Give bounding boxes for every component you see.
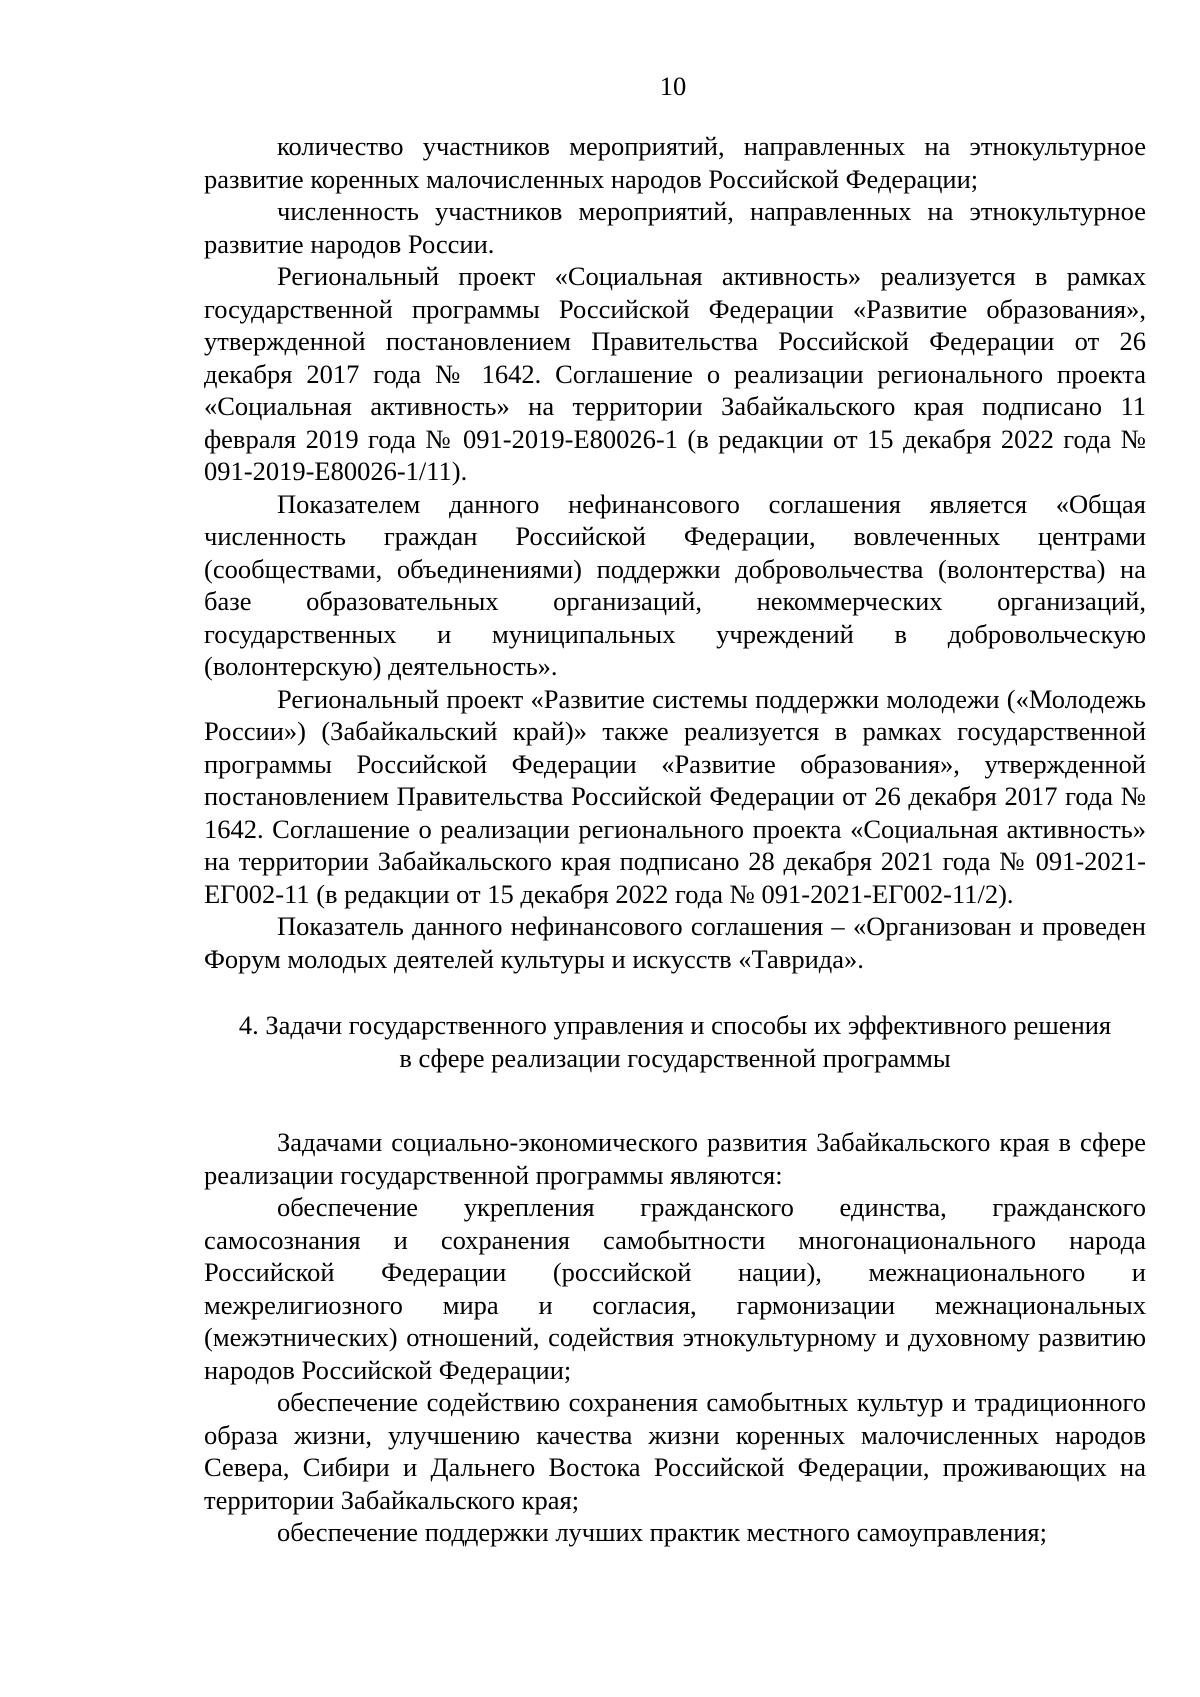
paragraph: Региональный проект «Развитие системы поддержки молодежи («Молодежь России») (Забайкальский край)» также реализуется в рамках государственной программы Российской Федерации «Развитие образования», утвержденной постановлением Правительства Российской Федерации от 26 декабря 2017 года № 1642. Соглашение о реализации регионального проекта «Социальная активность» на территории Забайкальского края подписано 28 декабря 2021 года № 091-2021-ЕГ002-11 (в редакции от 15 декабря 2022 года № 091-2021-ЕГ002-11/2). [204, 683, 1146, 909]
paragraph: обеспечение поддержки лучших практик местного самоуправления; [277, 1517, 1047, 1547]
paragraph: Задачами социально-экономического развития Забайкальского края в сфере реализации государственной программы являются: [204, 1127, 1146, 1190]
document-body [204, 130, 1146, 1549]
paragraph: Региональный проект «Социальная активность» реализуется в рамках государственной программы Российской Федерации «Развитие образования», утвержденной постановлением Правительства Российской Федерации от 26 декабря 2017 года № 1642. Соглашение о реализации регионального проекта «Социальная активность» на территории Забайкальского края подписано 11 февраля 2019 года № 091-2019-Е80026-1 (в редакции от 15 декабря 2022 года № 091-2019-Е80026-1/11). [204, 261, 1146, 486]
paragraph: численность участников мероприятий, направленных на этнокультурное развитие народов России. [204, 196, 1146, 259]
paragraph: Показатель данного нефинансового соглашения – «Организован и проведен Форум молодых деятелей культуры и искусств «Таврида». [204, 911, 1146, 974]
paragraph: Показателем данного нефинансового соглашения является «Общая численность граждан Российской Федерации, вовлеченных центрами (сообществами, объединениями) поддержки добровольчества (волонтерства) на базе образовательных организаций, некоммерческих организаций, государственных и муниципальных учреждений в добровольческую (волонтерскую) деятельность». [204, 488, 1146, 681]
paragraph: обеспечение содействию сохранения самобытных культур и традиционного образа жизни, улучшению качества жизни коренных малочисленных народов Севера, Сибири и Дальнего Востока Российской Федерации, проживающих на территории Забайкальского края; [204, 1387, 1146, 1515]
section-heading [204, 1009, 1146, 1074]
section-heading-line-1: 4. Задачи государственного управления и способы их эффективного решения [238, 1010, 1112, 1040]
paragraph: обеспечение укрепления гражданского единства, гражданского самосознания и сохранения самобытности многонационального народа Российской Федерации (российской нации), межнационального и межрелигиозного мира и согласия, гармонизации межнациональных (межэтнических) отношений, содействия этнокультурному и духовному развитию народов Российской Федерации; [204, 1192, 1146, 1385]
page-number: 10 [659, 71, 687, 101]
section-heading-line-2: в сфере реализации государственной программы [399, 1042, 951, 1073]
paragraph: количество участников мероприятий, направленных на этнокультурное развитие коренных малочисленных народов Российской Федерации; [204, 131, 1146, 194]
